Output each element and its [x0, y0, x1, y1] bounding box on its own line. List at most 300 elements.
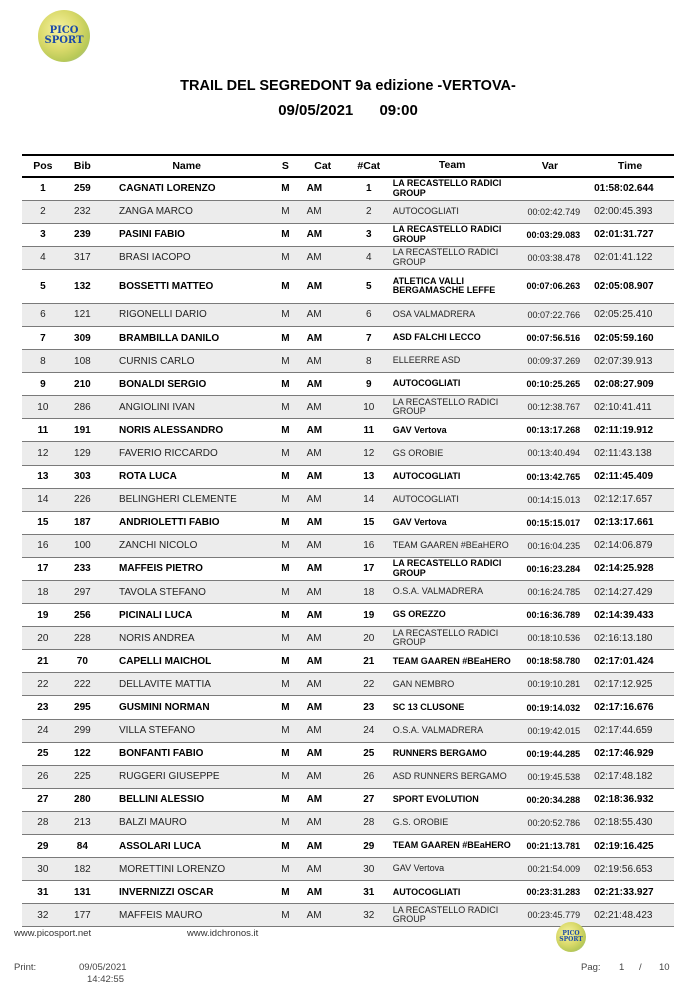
cell-time: 02:19:16.425 — [594, 840, 654, 852]
cell-ncat: 22 — [363, 678, 375, 690]
cell-cat: AM — [306, 424, 323, 436]
print-label: Print: — [14, 962, 37, 973]
table-row — [22, 303, 674, 326]
table-row — [22, 373, 674, 396]
col-pos: Pos — [22, 155, 64, 177]
event-date: 09/05/2021 — [278, 102, 354, 119]
cell-pos: 11 — [37, 424, 49, 436]
table-row — [22, 604, 674, 627]
cell-var: 00:07:06.263 — [526, 281, 581, 292]
cell-team: AUTOCOGLIATI — [392, 470, 461, 481]
cell-sex: M — [281, 494, 290, 506]
cell-bib: 317 — [74, 252, 91, 264]
cell-sex: M — [281, 702, 290, 714]
cell-ncat: 6 — [366, 309, 372, 321]
cell-name: ZANGA MARCO — [119, 206, 193, 218]
cell-time: 02:14:06.879 — [594, 540, 653, 552]
cell-bib: 191 — [74, 424, 91, 436]
cell-time: 02:11:19.912 — [594, 424, 654, 436]
cell-var: 00:23:45.779 — [527, 910, 581, 921]
cell-cat: AM — [306, 586, 322, 598]
cell-name: VILLA STEFANO — [119, 725, 196, 737]
cell-pos: 10 — [37, 401, 49, 413]
table-row — [22, 396, 674, 419]
table-row — [22, 557, 674, 580]
col-ncat: #Cat — [347, 155, 391, 177]
table-row — [22, 627, 674, 650]
cell-time: 02:05:25.410 — [594, 309, 653, 321]
cell-ncat: 30 — [363, 863, 375, 875]
cell-ncat: 15 — [363, 517, 375, 529]
cell-bib: 303 — [74, 471, 91, 483]
event-datetime — [0, 102, 696, 119]
cell-pos: 27 — [37, 794, 49, 806]
page-separator: / — [639, 962, 642, 973]
cell-bib: 286 — [74, 401, 91, 413]
cell-var: 00:21:54.009 — [527, 864, 581, 875]
cell-bib: 232 — [74, 206, 91, 218]
table-row — [22, 534, 674, 557]
cell-var: 00:16:36.789 — [526, 610, 581, 621]
table-row — [22, 881, 674, 904]
cell-sex: M — [281, 655, 290, 667]
col-time: Time — [586, 155, 674, 177]
cell-name: ANDRIOLETTI FABIO — [119, 517, 220, 529]
cell-sex: M — [281, 586, 290, 598]
cell-team: ELLEERRE ASD — [392, 355, 461, 366]
table-row — [22, 269, 674, 303]
cell-cat: AM — [306, 355, 322, 367]
col-sex: S — [272, 155, 298, 177]
cell-name: ASSOLARI LUCA — [119, 840, 202, 852]
cell-bib: 108 — [74, 355, 91, 367]
cell-time: 02:17:16.676 — [594, 702, 654, 714]
cell-cat: AM — [306, 447, 322, 459]
cell-sex: M — [281, 355, 290, 367]
cell-cat: AM — [306, 332, 323, 344]
cell-cat: AM — [306, 725, 322, 737]
cell-bib: 239 — [74, 229, 91, 241]
cell-bib: 280 — [74, 794, 91, 806]
cell-team: LA RECASTELLO RADICI GROUP — [392, 224, 502, 244]
cell-name: BELINGHERI CLEMENTE — [119, 494, 237, 506]
cell-var: 00:19:42.015 — [527, 725, 581, 736]
cell-pos: 24 — [37, 725, 49, 737]
cell-var: 00:13:40.494 — [527, 448, 581, 459]
cell-bib: 256 — [74, 609, 91, 621]
cell-sex: M — [281, 563, 290, 575]
cell-cat: AM — [306, 494, 322, 506]
cell-time: 02:19:56.653 — [594, 863, 653, 875]
cell-pos: 28 — [37, 817, 49, 829]
cell-sex: M — [281, 678, 290, 690]
cell-sex: M — [281, 725, 290, 737]
cell-ncat: 8 — [366, 355, 372, 367]
cell-name: NORIS ALESSANDRO — [119, 424, 224, 436]
cell-team: OSA VALMADRERA — [392, 309, 476, 320]
cell-bib: 84 — [76, 840, 88, 852]
table-row — [22, 223, 674, 246]
cell-cat: AM — [306, 632, 322, 644]
cell-ncat: 27 — [363, 794, 375, 806]
table-row — [22, 326, 674, 349]
cell-name: ZANCHI NICOLO — [119, 540, 198, 552]
cell-sex: M — [281, 771, 290, 783]
col-var: Var — [514, 155, 586, 177]
cell-time: 02:14:39.433 — [594, 609, 654, 621]
cell-ncat: 2 — [366, 206, 372, 218]
cell-bib: 121 — [74, 309, 91, 321]
cell-bib: 210 — [74, 378, 91, 390]
logo-line1: PICO — [49, 25, 79, 36]
cell-var: 00:18:58.780 — [526, 656, 581, 667]
cell-sex: M — [281, 206, 290, 218]
cell-time: 02:17:01.424 — [594, 655, 654, 667]
cell-ncat: 1 — [366, 183, 372, 195]
cell-ncat: 21 — [363, 655, 375, 667]
cell-time: 02:14:27.429 — [594, 586, 653, 598]
table-row — [22, 177, 674, 200]
cell-var: 00:07:22.766 — [527, 309, 581, 320]
cell-team: GS OREZZO — [392, 609, 446, 620]
col-cat: Cat — [299, 155, 347, 177]
print-date: 09/05/2021 — [79, 962, 127, 973]
cell-team: LA RECASTELLO RADICI GROUP — [392, 396, 499, 417]
cell-pos: 25 — [37, 748, 49, 760]
cell-sex: M — [281, 229, 290, 241]
cell-sex: M — [281, 471, 290, 483]
cell-name: MAFFEIS PIETRO — [119, 563, 203, 575]
cell-name: MORETTINI LORENZO — [119, 863, 226, 875]
cell-name: GUSMINI NORMAN — [119, 702, 210, 714]
cell-pos: 14 — [37, 494, 49, 506]
cell-bib: 213 — [74, 817, 91, 829]
cell-sex: M — [281, 280, 290, 292]
cell-ncat: 10 — [363, 401, 375, 413]
cell-name: BONFANTI FABIO — [119, 748, 204, 760]
cell-sex: M — [281, 424, 290, 436]
cell-var: 00:19:10.281 — [527, 679, 581, 690]
cell-team: AUTOCOGLIATI — [392, 378, 461, 389]
footer-link-picosport[interactable]: www.picosport.net — [14, 928, 92, 939]
cell-pos: 4 — [40, 252, 46, 264]
cell-ncat: 14 — [363, 494, 375, 506]
cell-ncat: 13 — [363, 471, 375, 483]
cell-name: PASINI FABIO — [119, 229, 185, 241]
cell-bib: 122 — [74, 748, 91, 760]
cell-sex: M — [281, 252, 290, 264]
page-number: 1 — [619, 962, 625, 973]
cell-pos: 8 — [40, 355, 46, 367]
cell-sex: M — [281, 517, 290, 529]
cell-pos: 20 — [37, 632, 49, 644]
cell-var: 00:15:15.017 — [526, 517, 581, 528]
cell-pos: 13 — [37, 471, 49, 483]
cell-team: TEAM GAAREN #BEaHERO — [392, 540, 509, 551]
cell-name: DELLAVITE MATTIA — [119, 678, 211, 690]
cell-cat: AM — [306, 252, 322, 264]
cell-bib: 132 — [74, 280, 91, 292]
cell-var: 00:03:29.083 — [526, 229, 581, 240]
cell-ncat: 25 — [363, 748, 375, 760]
cell-team: ASD FALCHI LECCO — [392, 332, 481, 343]
cell-name: CAPELLI MAICHOL — [119, 655, 212, 667]
cell-cat: AM — [306, 771, 322, 783]
cell-sex: M — [281, 840, 290, 852]
cell-pos: 1 — [40, 183, 46, 195]
cell-pos: 15 — [37, 517, 49, 529]
cell-pos: 30 — [37, 863, 49, 875]
cell-cat: AM — [306, 517, 323, 529]
cell-bib: 299 — [74, 725, 91, 737]
cell-cat: AM — [306, 609, 323, 621]
cell-var: 00:13:17.268 — [526, 425, 581, 436]
cell-name: FAVERIO RICCARDO — [119, 447, 218, 459]
cell-var: 00:19:45.538 — [527, 771, 581, 782]
cell-time: 02:17:12.925 — [594, 678, 653, 690]
cell-sex: M — [281, 447, 290, 459]
cell-time: 02:17:46.929 — [594, 748, 654, 760]
cell-ncat: 7 — [366, 332, 372, 344]
cell-var: 00:02:42.749 — [527, 206, 581, 217]
logo-small-line2: SPORT — [559, 936, 583, 943]
table-row — [22, 811, 674, 834]
cell-var: 00:19:14.032 — [526, 702, 581, 713]
cell-pos: 16 — [37, 540, 49, 552]
cell-ncat: 9 — [366, 378, 372, 390]
table-row — [22, 465, 674, 488]
cell-name: BOSSETTI MATTEO — [119, 280, 214, 292]
cell-ncat: 23 — [363, 702, 375, 714]
cell-sex: M — [281, 332, 290, 344]
cell-name: ROTA LUCA — [119, 471, 177, 483]
cell-cat: AM — [306, 280, 323, 292]
cell-team: LA RECASTELLO RADICI GROUP — [392, 558, 502, 578]
cell-var: 00:20:52.786 — [527, 817, 581, 828]
table-row — [22, 488, 674, 511]
cell-name: CURNIS CARLO — [119, 355, 195, 367]
table-row — [22, 650, 674, 673]
cell-time: 02:21:48.423 — [594, 909, 653, 921]
cell-team: LA RECASTELLO RADICI GROUP — [392, 904, 499, 925]
cell-pos: 9 — [40, 378, 46, 390]
cell-var: 00:20:34.288 — [526, 794, 581, 805]
cell-time: 02:16:13.180 — [594, 632, 653, 644]
cell-pos: 19 — [37, 609, 49, 621]
cell-team: TEAM GAAREN #BEaHERO — [392, 840, 511, 851]
cell-time: 02:14:25.928 — [594, 563, 654, 575]
cell-team: AUTOCOGLIATI — [392, 886, 461, 897]
results-body — [22, 177, 674, 927]
cell-ncat: 26 — [363, 771, 375, 783]
cell-time: 02:13:17.661 — [594, 517, 654, 529]
cell-name: CAGNATI LORENZO — [119, 183, 216, 195]
cell-pos: 26 — [37, 771, 49, 783]
cell-pos: 23 — [37, 702, 49, 714]
cell-team: GAV Vertova — [392, 517, 447, 528]
cell-cat: AM — [306, 471, 323, 483]
table-row — [22, 419, 674, 442]
cell-team: GAV Vertova — [392, 424, 447, 435]
cell-team: AUTOCOGLIATI — [392, 205, 459, 216]
cell-sex: M — [281, 183, 290, 195]
cell-team: SC 13 CLUSONE — [392, 701, 465, 712]
picosport-logo-small — [556, 922, 586, 952]
logo-line2: SPORT — [44, 35, 84, 46]
cell-name: BALZI MAURO — [119, 817, 187, 829]
table-row — [22, 719, 674, 742]
cell-name: INVERNIZZI OSCAR — [119, 886, 214, 898]
table-row — [22, 696, 674, 719]
page-total: 10 — [659, 962, 670, 973]
cell-sex: M — [281, 378, 290, 390]
cell-sex: M — [281, 540, 290, 552]
cell-cat: AM — [306, 886, 323, 898]
cell-cat: AM — [306, 863, 322, 875]
cell-bib: 226 — [74, 494, 91, 506]
cell-time: 02:11:43.138 — [594, 447, 652, 459]
footer-link-idchronos[interactable]: www.idchronos.it — [187, 928, 259, 939]
cell-ncat: 5 — [366, 280, 372, 292]
cell-cat: AM — [306, 206, 322, 218]
cell-time: 02:08:27.909 — [594, 378, 654, 390]
cell-sex: M — [281, 748, 290, 760]
cell-sex: M — [281, 401, 290, 413]
cell-name: RUGGERI GIUSEPPE — [119, 771, 220, 783]
cell-team: GAV Vertova — [392, 863, 445, 874]
cell-sex: M — [281, 609, 290, 621]
cell-cat: AM — [306, 309, 322, 321]
cell-bib: 309 — [74, 332, 91, 344]
cell-var: 00:23:31.283 — [526, 887, 581, 898]
cell-ncat: 3 — [366, 229, 372, 241]
cell-cat: AM — [306, 655, 323, 667]
cell-sex: M — [281, 794, 290, 806]
cell-time: 02:05:59.160 — [594, 332, 654, 344]
cell-team: AUTOCOGLIATI — [392, 493, 459, 504]
cell-sex: M — [281, 309, 290, 321]
cell-team: ASD RUNNERS BERGAMO — [392, 771, 507, 782]
cell-pos: 2 — [40, 206, 46, 218]
cell-name: TAVOLA STEFANO — [119, 586, 206, 598]
cell-ncat: 12 — [363, 447, 375, 459]
cell-team: SPORT EVOLUTION — [392, 794, 479, 805]
cell-name: BELLINI ALESSIO — [119, 794, 205, 806]
table-row — [22, 742, 674, 765]
cell-ncat: 29 — [363, 840, 375, 852]
cell-team: LA RECASTELLO RADICI GROUP — [392, 247, 499, 267]
cell-cat: AM — [306, 909, 322, 921]
cell-var: 00:19:44.285 — [526, 748, 581, 759]
col-bib: Bib — [64, 155, 101, 177]
cell-cat: AM — [306, 678, 322, 690]
cell-team: ATLETICA VALLI BERGAMASCHE LEFFE — [392, 275, 496, 296]
cell-pos: 3 — [40, 229, 46, 241]
table-row — [22, 350, 674, 373]
cell-bib: 100 — [74, 540, 91, 552]
table-row — [22, 200, 674, 223]
cell-bib: 187 — [74, 517, 91, 529]
cell-ncat: 20 — [363, 632, 375, 644]
cell-pos: 22 — [37, 678, 49, 690]
cell-sex: M — [281, 863, 290, 875]
cell-team: GAN NEMBRO — [392, 678, 455, 689]
cell-time: 02:07:39.913 — [594, 355, 653, 367]
cell-team: GS OROBIE — [392, 447, 444, 458]
cell-sex: M — [281, 886, 290, 898]
cell-var — [514, 177, 586, 200]
cell-var: 00:13:42.765 — [526, 471, 581, 482]
cell-var: 00:07:56.516 — [526, 333, 581, 344]
cell-name: MAFFEIS MAURO — [119, 909, 203, 921]
cell-pos: 7 — [40, 332, 46, 344]
cell-bib: 225 — [74, 771, 91, 783]
cell-name: PICINALI LUCA — [119, 609, 193, 621]
cell-time: 02:01:31.727 — [594, 229, 654, 241]
table-row — [22, 858, 674, 881]
cell-var: 00:10:25.265 — [526, 379, 581, 390]
cell-cat: AM — [306, 794, 323, 806]
cell-ncat: 24 — [363, 725, 375, 737]
cell-name: BONALDI SERGIO — [119, 378, 207, 390]
cell-cat: AM — [306, 817, 322, 829]
table-row — [22, 673, 674, 696]
page-label: Pag: — [581, 962, 601, 973]
cell-time: 02:10:41.411 — [594, 401, 652, 413]
cell-var: 00:16:24.785 — [527, 587, 581, 598]
table-row — [22, 788, 674, 811]
cell-ncat: 31 — [363, 886, 375, 898]
picosport-logo — [38, 10, 90, 62]
cell-cat: AM — [306, 378, 323, 390]
table-row — [22, 442, 674, 465]
cell-time: 02:18:55.430 — [594, 817, 653, 829]
cell-ncat: 18 — [363, 586, 375, 598]
cell-name: BRAMBILLA DANILO — [119, 332, 220, 344]
cell-cat: AM — [306, 840, 323, 852]
cell-bib: 222 — [74, 678, 91, 690]
cell-time: 02:05:08.907 — [594, 280, 654, 292]
cell-bib: 177 — [74, 909, 91, 921]
cell-name: BRASI IACOPO — [119, 252, 191, 264]
table-row — [22, 765, 674, 788]
cell-bib: 297 — [74, 586, 91, 598]
cell-time: 02:17:48.182 — [594, 771, 653, 783]
cell-ncat: 32 — [363, 909, 375, 921]
cell-time: 02:18:36.932 — [594, 794, 654, 806]
cell-time: 02:00:45.393 — [594, 206, 653, 218]
cell-bib: 129 — [74, 447, 91, 459]
cell-name: NORIS ANDREA — [119, 632, 195, 644]
cell-cat: AM — [306, 401, 322, 413]
cell-team: RUNNERS BERGAMO — [392, 747, 487, 758]
cell-ncat: 17 — [363, 563, 375, 575]
cell-time: 02:21:33.927 — [594, 886, 654, 898]
logo-small-line1: PICO — [562, 930, 580, 937]
cell-pos: 5 — [40, 280, 46, 292]
table-row — [22, 581, 674, 604]
cell-var: 00:03:38.478 — [527, 252, 581, 263]
cell-pos: 21 — [37, 655, 49, 667]
cell-time: 02:01:41.122 — [594, 252, 653, 264]
cell-sex: M — [281, 632, 290, 644]
cell-team: LA RECASTELLO RADICI GROUP — [392, 627, 499, 648]
cell-bib: 233 — [74, 563, 91, 575]
cell-pos: 31 — [37, 886, 49, 898]
cell-var: 00:21:13.781 — [526, 841, 581, 852]
cell-cat: AM — [306, 748, 323, 760]
cell-var: 00:16:04.235 — [527, 540, 581, 551]
